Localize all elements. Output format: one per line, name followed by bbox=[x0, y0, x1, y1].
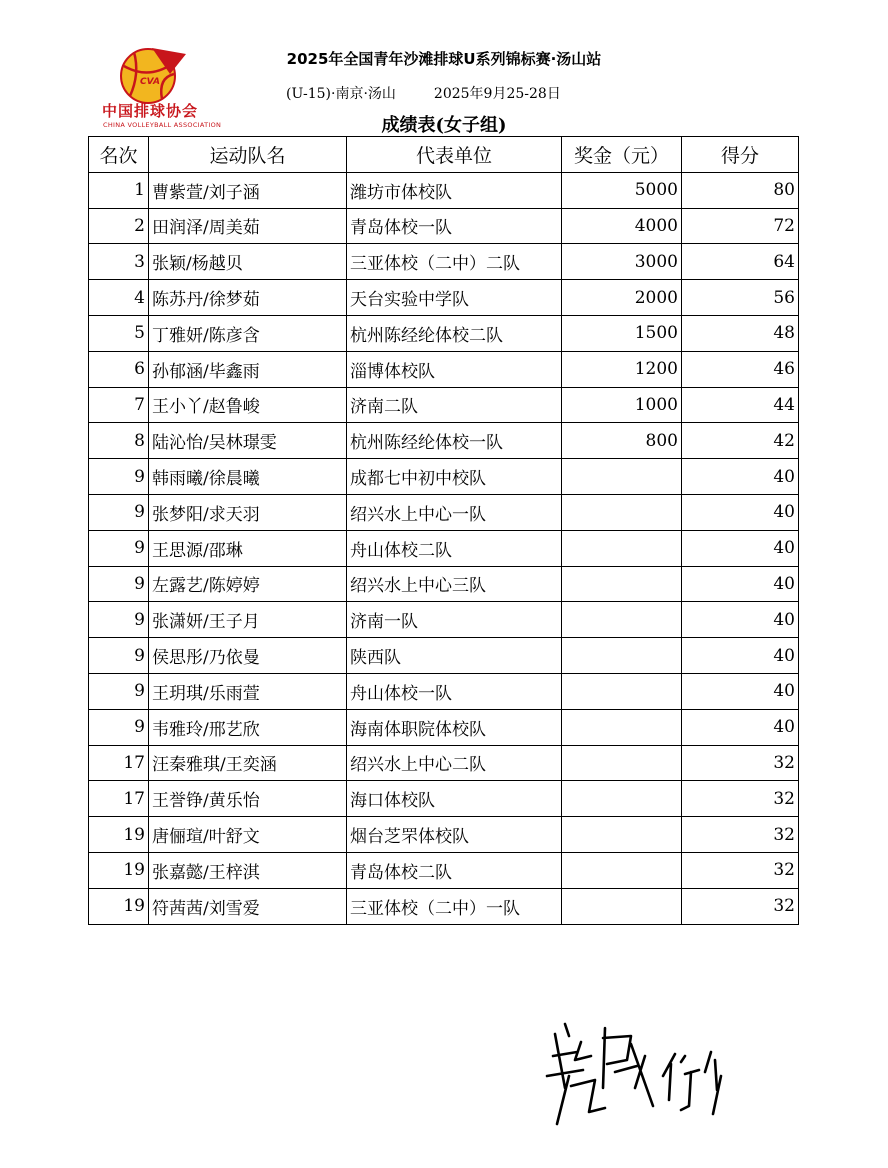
cell-team: 汪秦雅琪/王奕涵 bbox=[149, 745, 347, 781]
cell-score: 40 bbox=[682, 602, 799, 638]
cell-rank: 19 bbox=[89, 888, 149, 924]
cell-rank: 5 bbox=[89, 315, 149, 351]
cell-rank: 9 bbox=[89, 638, 149, 674]
cell-unit: 淄博体校队 bbox=[347, 351, 562, 387]
cell-prize bbox=[562, 673, 682, 709]
cell-rank: 17 bbox=[89, 745, 149, 781]
cell-score: 40 bbox=[682, 530, 799, 566]
cell-score: 40 bbox=[682, 494, 799, 530]
cell-prize bbox=[562, 638, 682, 674]
cell-prize bbox=[562, 530, 682, 566]
cell-prize: 5000 bbox=[562, 172, 682, 208]
table-row bbox=[89, 817, 799, 853]
cell-rank: 4 bbox=[89, 280, 149, 316]
cell-unit: 青岛体校一队 bbox=[347, 208, 562, 244]
cell-prize: 1500 bbox=[562, 315, 682, 351]
cell-score: 64 bbox=[682, 244, 799, 280]
cell-team: 王思源/邵琳 bbox=[149, 530, 347, 566]
table-row bbox=[89, 673, 799, 709]
cell-prize bbox=[562, 781, 682, 817]
cell-unit: 三亚体校（二中）二队 bbox=[347, 244, 562, 280]
cell-unit: 舟山体校二队 bbox=[347, 530, 562, 566]
cell-prize bbox=[562, 459, 682, 495]
logo-text: 中国排球协会 bbox=[102, 102, 199, 120]
table-row bbox=[89, 315, 799, 351]
cell-team: 张颖/杨越贝 bbox=[149, 244, 347, 280]
cell-score: 80 bbox=[682, 172, 799, 208]
table-row bbox=[89, 172, 799, 208]
cell-score: 32 bbox=[682, 888, 799, 924]
logo-subtext: CHINA VOLLEYBALL ASSOCIATION bbox=[103, 121, 222, 129]
cell-score: 56 bbox=[682, 280, 799, 316]
cell-prize: 3000 bbox=[562, 244, 682, 280]
table-row bbox=[89, 566, 799, 602]
table-row bbox=[89, 888, 799, 924]
cell-rank: 8 bbox=[89, 423, 149, 459]
cell-unit: 绍兴水上中心三队 bbox=[347, 566, 562, 602]
table-row bbox=[89, 494, 799, 530]
cell-prize bbox=[562, 817, 682, 853]
cell-score: 40 bbox=[682, 566, 799, 602]
table-header-row bbox=[89, 137, 799, 173]
cell-rank: 7 bbox=[89, 387, 149, 423]
cell-team: 孙郁涵/毕鑫雨 bbox=[149, 351, 347, 387]
table-row bbox=[89, 602, 799, 638]
cell-score: 48 bbox=[682, 315, 799, 351]
table-row bbox=[89, 638, 799, 674]
cell-prize: 800 bbox=[562, 423, 682, 459]
table-row bbox=[89, 709, 799, 745]
column-header-prize: 奖金（元） bbox=[562, 137, 682, 173]
cell-rank: 9 bbox=[89, 673, 149, 709]
cell-team: 丁雅妍/陈彦含 bbox=[149, 315, 347, 351]
table-row bbox=[89, 852, 799, 888]
cell-prize bbox=[562, 494, 682, 530]
cell-rank: 9 bbox=[89, 602, 149, 638]
cell-prize bbox=[562, 852, 682, 888]
cell-prize: 1000 bbox=[562, 387, 682, 423]
column-header-team: 运动队名 bbox=[149, 137, 347, 173]
cell-score: 40 bbox=[682, 638, 799, 674]
cell-rank: 19 bbox=[89, 817, 149, 853]
signature bbox=[535, 1016, 735, 1136]
cell-score: 40 bbox=[682, 459, 799, 495]
cell-prize bbox=[562, 745, 682, 781]
table-row bbox=[89, 351, 799, 387]
table-row bbox=[89, 280, 799, 316]
cell-rank: 9 bbox=[89, 566, 149, 602]
subtitle-date: 2025年9月25-28日 bbox=[433, 86, 561, 102]
results-table bbox=[88, 136, 799, 925]
cell-prize bbox=[562, 566, 682, 602]
cell-rank: 2 bbox=[89, 208, 149, 244]
table-row bbox=[89, 387, 799, 423]
cell-team: 左露艺/陈婷婷 bbox=[149, 566, 347, 602]
cell-team: 陈苏丹/徐梦茹 bbox=[149, 280, 347, 316]
table-body bbox=[89, 172, 799, 924]
cell-prize: 2000 bbox=[562, 280, 682, 316]
cell-score: 44 bbox=[682, 387, 799, 423]
cell-score: 32 bbox=[682, 852, 799, 888]
cell-score: 32 bbox=[682, 817, 799, 853]
cell-unit: 天台实验中学队 bbox=[347, 280, 562, 316]
cell-unit: 潍坊市体校队 bbox=[347, 172, 562, 208]
cell-rank: 9 bbox=[89, 459, 149, 495]
column-header-unit: 代表单位 bbox=[347, 137, 562, 173]
cell-unit: 海南体职院体校队 bbox=[347, 709, 562, 745]
cell-unit: 成都七中初中校队 bbox=[347, 459, 562, 495]
cell-unit: 青岛体校二队 bbox=[347, 852, 562, 888]
cell-score: 42 bbox=[682, 423, 799, 459]
cell-team: 张梦阳/求天羽 bbox=[149, 494, 347, 530]
table-row bbox=[89, 459, 799, 495]
cell-prize bbox=[562, 709, 682, 745]
cell-team: 陆沁怡/吴林璟雯 bbox=[149, 423, 347, 459]
cell-score: 32 bbox=[682, 781, 799, 817]
cell-unit: 济南二队 bbox=[347, 387, 562, 423]
cell-unit: 陕西队 bbox=[347, 638, 562, 674]
page-title: 2025年全国青年沙滩排球U系列锦标赛·汤山站 bbox=[286, 50, 602, 68]
column-header-rank: 名次 bbox=[89, 137, 149, 173]
cell-team: 王玥琪/乐雨萱 bbox=[149, 673, 347, 709]
cell-rank: 9 bbox=[89, 494, 149, 530]
table-row bbox=[89, 208, 799, 244]
cell-team: 韦雅玲/邢艺欣 bbox=[149, 709, 347, 745]
cell-unit: 三亚体校（二中）一队 bbox=[347, 888, 562, 924]
cell-score: 40 bbox=[682, 709, 799, 745]
table-row bbox=[89, 423, 799, 459]
cell-prize bbox=[562, 888, 682, 924]
cell-team: 唐俪瑄/叶舒文 bbox=[149, 817, 347, 853]
cell-rank: 6 bbox=[89, 351, 149, 387]
table-title: 成绩表(女子组) bbox=[381, 115, 507, 136]
cell-team: 田润泽/周美茹 bbox=[149, 208, 347, 244]
cell-unit: 杭州陈经纶体校二队 bbox=[347, 315, 562, 351]
cell-rank: 9 bbox=[89, 530, 149, 566]
page-subtitle bbox=[286, 83, 561, 103]
column-header-score: 得分 bbox=[682, 137, 799, 173]
cell-rank: 17 bbox=[89, 781, 149, 817]
table-row bbox=[89, 781, 799, 817]
cell-unit: 济南一队 bbox=[347, 602, 562, 638]
logo-badge: CVA bbox=[140, 77, 160, 87]
cell-team: 王小丫/赵鲁峻 bbox=[149, 387, 347, 423]
cell-unit: 绍兴水上中心一队 bbox=[347, 494, 562, 530]
cell-team: 韩雨曦/徐晨曦 bbox=[149, 459, 347, 495]
cell-team: 张嘉懿/王梓淇 bbox=[149, 852, 347, 888]
cell-team: 王誉铮/黄乐怡 bbox=[149, 781, 347, 817]
cell-score: 32 bbox=[682, 745, 799, 781]
cell-unit: 舟山体校一队 bbox=[347, 673, 562, 709]
subtitle-location: (U-15)·南京·汤山 bbox=[286, 86, 396, 102]
cell-score: 46 bbox=[682, 351, 799, 387]
cell-team: 张潇妍/王子月 bbox=[149, 602, 347, 638]
cell-rank: 9 bbox=[89, 709, 149, 745]
table-row bbox=[89, 745, 799, 781]
cell-score: 72 bbox=[682, 208, 799, 244]
cell-team: 曹紫萱/刘子涵 bbox=[149, 172, 347, 208]
cell-unit: 绍兴水上中心二队 bbox=[347, 745, 562, 781]
cell-team: 符茜茜/刘雪爱 bbox=[149, 888, 347, 924]
cell-rank: 1 bbox=[89, 172, 149, 208]
cell-prize: 1200 bbox=[562, 351, 682, 387]
cell-unit: 烟台芝罘体校队 bbox=[347, 817, 562, 853]
cell-rank: 3 bbox=[89, 244, 149, 280]
cell-unit: 海口体校队 bbox=[347, 781, 562, 817]
cell-team: 侯思彤/乃依曼 bbox=[149, 638, 347, 674]
cell-prize bbox=[562, 602, 682, 638]
table-row bbox=[89, 244, 799, 280]
table-row bbox=[89, 530, 799, 566]
cell-score: 40 bbox=[682, 673, 799, 709]
cell-unit: 杭州陈经纶体校一队 bbox=[347, 423, 562, 459]
cell-prize: 4000 bbox=[562, 208, 682, 244]
cell-rank: 19 bbox=[89, 852, 149, 888]
